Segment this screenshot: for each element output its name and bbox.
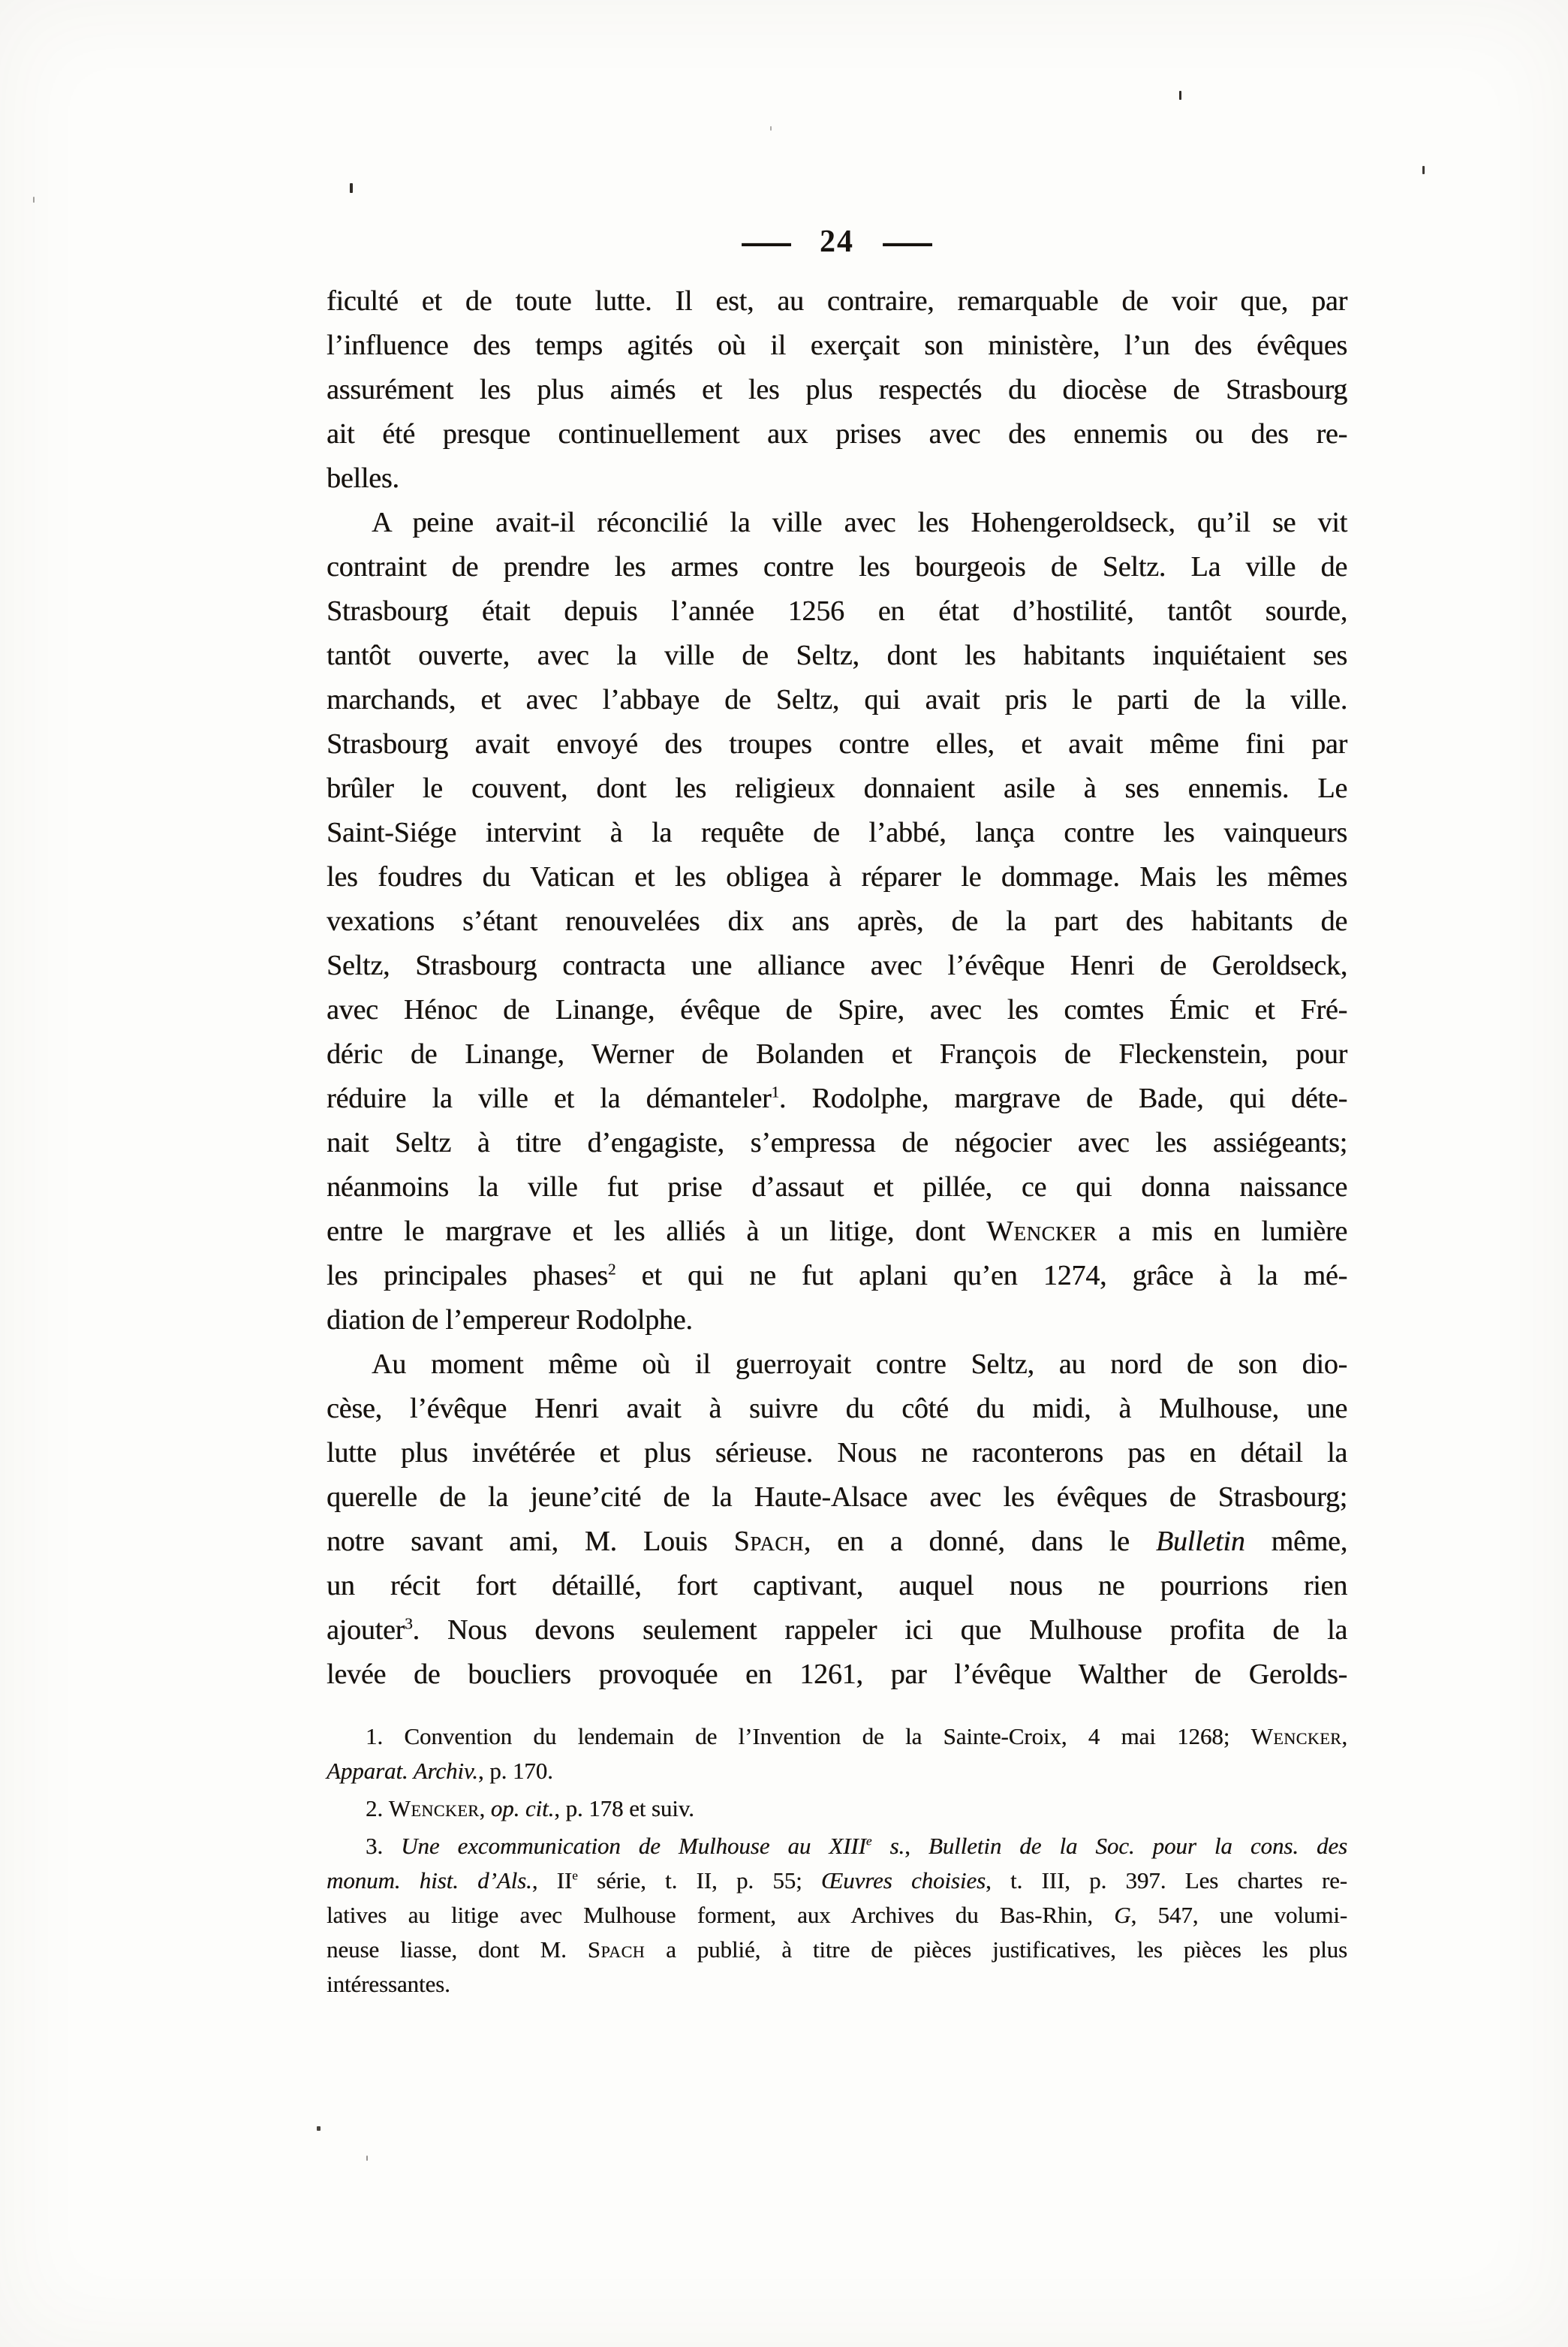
text-line xyxy=(327,944,1347,988)
text-segment: réduire la ville et la démanteler xyxy=(327,1083,772,1114)
text-segment: neuse liasse, dont M. xyxy=(327,1936,588,1963)
paragraph xyxy=(327,501,1347,1342)
text-line xyxy=(327,678,1347,722)
text-segment: néanmoins la ville fut prise d’assaut et pillée, ce qui donna naissance xyxy=(327,1171,1347,1203)
scan-speck xyxy=(317,2126,321,2131)
text-line xyxy=(327,1387,1347,1431)
scan-speck xyxy=(770,126,772,131)
scan-speck xyxy=(350,183,353,193)
text-line xyxy=(327,412,1347,456)
text-segment: a publié, à titre de pièces justificatives, les pièces les plus xyxy=(645,1936,1347,1963)
text-line xyxy=(327,1165,1347,1210)
text-line xyxy=(327,545,1347,589)
italic-segment: monum. hist. d’Als. xyxy=(327,1867,532,1894)
text-segment: les foudres du Vatican et les obligea à réparer le dommage. Mais les mêmes xyxy=(327,861,1347,893)
text-line xyxy=(327,988,1347,1032)
text-segment: ajouter xyxy=(327,1614,405,1646)
text-line xyxy=(327,1829,1347,1863)
text-line xyxy=(327,1653,1347,1697)
page-number: 24 xyxy=(820,224,854,259)
text-segment: Au moment même où il guerroyait contre Seltz, au nord de son dio- xyxy=(372,1348,1347,1380)
smallcaps-name: Spach xyxy=(587,1936,646,1963)
smallcaps-name: Wencker xyxy=(388,1795,480,1821)
text-segment: . Rodolphe, margrave de Bade, qui déte- xyxy=(778,1083,1347,1114)
text-segment: assurément les plus aimés et les plus respectés du diocèse de Strasbourg xyxy=(327,374,1347,405)
scan-speck xyxy=(33,197,35,203)
text-line xyxy=(327,456,1347,501)
text-line xyxy=(327,368,1347,412)
text-line xyxy=(327,1933,1347,1967)
text-segment: les principales phases xyxy=(327,1260,608,1291)
text-segment: entre le margrave et les alliés à un litige, dont xyxy=(327,1216,987,1247)
text-line xyxy=(327,1121,1347,1165)
footnote xyxy=(327,1719,1347,1788)
text-line xyxy=(327,1032,1347,1077)
footnote-marker: 3 xyxy=(405,1614,413,1633)
scan-speck xyxy=(366,2156,368,2161)
text-segment: A peine avait-il réconcilié la ville avec les Hohengeroldseck, qu’il se vit xyxy=(372,507,1347,538)
text-segment: , xyxy=(904,1833,928,1859)
italic-segment: s. xyxy=(871,1833,905,1859)
text-segment: ficulté et de toute lutte. Il est, au contraire, remarquable de voir que, par xyxy=(327,285,1347,317)
text-line xyxy=(327,1077,1347,1121)
text-line xyxy=(327,1431,1347,1475)
italic-segment: Bulletin de la Soc. pour la cons. des xyxy=(928,1833,1348,1859)
text-segment: latives au litige avec Mulhouse forment, aux Archives du Bas-Rhin, xyxy=(327,1902,1115,1928)
text-line xyxy=(327,1342,1347,1387)
text-line xyxy=(327,1898,1347,1933)
text-segment: brûler le couvent, dont les religieux donnaient asile à ses ennemis. Le xyxy=(327,773,1347,804)
text-segment: 1. Convention du lendemain de l’Invention de la Sainte-Croix, 4 mai 1268; xyxy=(366,1723,1251,1749)
text-line xyxy=(327,501,1347,545)
smallcaps-name: Spach xyxy=(733,1526,804,1557)
text-segment: , xyxy=(1341,1723,1347,1749)
text-segment: 2. xyxy=(366,1795,389,1821)
text-segment: Seltz, Strasbourg contracta une alliance avec l’évêque Henri de Geroldseck, xyxy=(327,950,1347,981)
text-segment: . Nous devons seulement rappeler ici que Mulhouse profita de la xyxy=(412,1614,1347,1646)
text-line xyxy=(327,634,1347,678)
footnote-marker: e xyxy=(572,1868,578,1883)
body-text xyxy=(327,279,1347,1697)
text-segment: , p. 170. xyxy=(477,1758,553,1784)
text-line xyxy=(327,811,1347,855)
italic-segment: G xyxy=(1114,1902,1131,1928)
text-line xyxy=(327,1719,1347,1754)
text-line xyxy=(327,1475,1347,1520)
text-line xyxy=(327,767,1347,811)
text-segment: levée de boucliers provoquée en 1261, par l’évêque Walther de Gerolds- xyxy=(327,1659,1347,1690)
header-dash-left: — xyxy=(742,217,791,267)
smallcaps-name: Wencker xyxy=(986,1216,1097,1247)
text-line xyxy=(327,1608,1347,1653)
text-line xyxy=(327,1967,1347,2002)
text-segment: 3. xyxy=(366,1833,402,1859)
text-line xyxy=(327,1863,1347,1898)
text-line xyxy=(327,1754,1347,1788)
text-segment: notre savant ami, M. Louis xyxy=(327,1526,734,1557)
text-line xyxy=(327,279,1347,324)
text-segment: Strasbourg était depuis l’année 1256 en état d’hostilité, tantôt sourde, xyxy=(327,595,1347,627)
text-segment: avec Hénoc de Linange, évêque de Spire, avec les comtes Émic et Fré- xyxy=(327,994,1347,1026)
text-segment: , p. 178 et suiv. xyxy=(554,1795,694,1821)
text-line xyxy=(327,1210,1347,1254)
text-segment: , en a donné, dans le xyxy=(803,1526,1156,1557)
text-segment: querelle de la jeune’cité de la Haute-Alsace avec les évêques de Strasbourg; xyxy=(327,1481,1347,1513)
italic-segment: Une excommunication de Mulhouse au XIII xyxy=(401,1833,866,1859)
text-segment: vexations s’étant renouvelées dix ans après, de la part des habitants de xyxy=(327,905,1347,937)
text-segment: diation de l’empereur Rodolphe. xyxy=(327,1304,693,1336)
text-line xyxy=(327,1791,1347,1826)
scan-speck xyxy=(1179,91,1181,100)
footnote xyxy=(327,1829,1347,2002)
text-line xyxy=(327,1564,1347,1608)
text-segment: tantôt ouverte, avec la ville de Seltz, dont les habitants inquiétaient ses xyxy=(327,640,1347,671)
text-segment: contraint de prendre les armes contre les bourgeois de Seltz. La ville de xyxy=(327,551,1347,583)
italic-segment: op. cit. xyxy=(490,1795,555,1821)
italic-segment: Bulletin xyxy=(1155,1526,1245,1557)
text-segment: a mis en lumière xyxy=(1097,1216,1348,1247)
text-segment: , II xyxy=(531,1867,573,1894)
italic-segment: Œuvres choisies xyxy=(820,1867,986,1894)
text-segment: , 547, une volumi- xyxy=(1130,1902,1347,1928)
text-segment: , xyxy=(479,1795,491,1821)
text-line xyxy=(327,324,1347,368)
footnote xyxy=(327,1791,1347,1826)
text-segment: et qui ne fut aplani qu’en 1274, grâce à la mé- xyxy=(615,1260,1348,1291)
text-segment: marchands, et avec l’abbaye de Seltz, qui avait pris le parti de la ville. xyxy=(327,684,1347,716)
text-line xyxy=(327,899,1347,944)
text-segment: nait Seltz à titre d’engagiste, s’empressa de négocier avec les assiégeants; xyxy=(327,1127,1347,1158)
text-segment: ait été presque continuellement aux prises avec des ennemis ou des re- xyxy=(327,418,1347,450)
page-header xyxy=(327,217,1347,267)
text-line xyxy=(327,855,1347,899)
text-segment: Saint-Siége intervint à la requête de l’abbé, lança contre les vainqueurs xyxy=(327,817,1347,848)
text-segment: cèse, l’évêque Henri avait à suivre du côté du midi, à Mulhouse, une xyxy=(327,1393,1347,1424)
text-line xyxy=(327,1298,1347,1342)
paragraph xyxy=(327,279,1347,501)
scan-speck xyxy=(1422,166,1425,174)
header-dash-right: — xyxy=(883,217,932,267)
text-segment: un récit fort détaillé, fort captivant, auquel nous ne pourrions rien xyxy=(327,1570,1347,1601)
text-segment: , t. III, p. 397. Les chartes re- xyxy=(986,1867,1347,1894)
footnote-marker: 2 xyxy=(607,1260,616,1279)
text-segment: Strasbourg avait envoyé des troupes contre elles, et avait même fini par xyxy=(327,728,1347,760)
text-line xyxy=(327,589,1347,634)
text-segment: belles. xyxy=(327,462,399,494)
text-line xyxy=(327,1254,1347,1298)
text-segment: même, xyxy=(1244,1526,1347,1557)
superscript: e xyxy=(865,1833,872,1848)
text-segment: intéressantes. xyxy=(327,1971,450,1997)
text-segment: déric de Linange, Werner de Bolanden et François de Fleckenstein, pour xyxy=(327,1038,1347,1070)
text-line xyxy=(327,722,1347,767)
smallcaps-name: Wencker xyxy=(1250,1723,1342,1749)
footnotes xyxy=(327,1719,1347,2005)
italic-segment: Apparat. Archiv. xyxy=(327,1758,478,1784)
text-segment: lutte plus invétérée et plus sérieuse. Nous ne raconterons pas en détail la xyxy=(327,1437,1347,1469)
text-segment: série, t. II, p. 55; xyxy=(577,1867,821,1894)
text-line xyxy=(327,1520,1347,1564)
paragraph xyxy=(327,1342,1347,1697)
text-segment: l’influence des temps agités où il exerçait son ministère, l’un des évêques xyxy=(327,330,1347,361)
footnote-marker: 1 xyxy=(771,1083,779,1101)
